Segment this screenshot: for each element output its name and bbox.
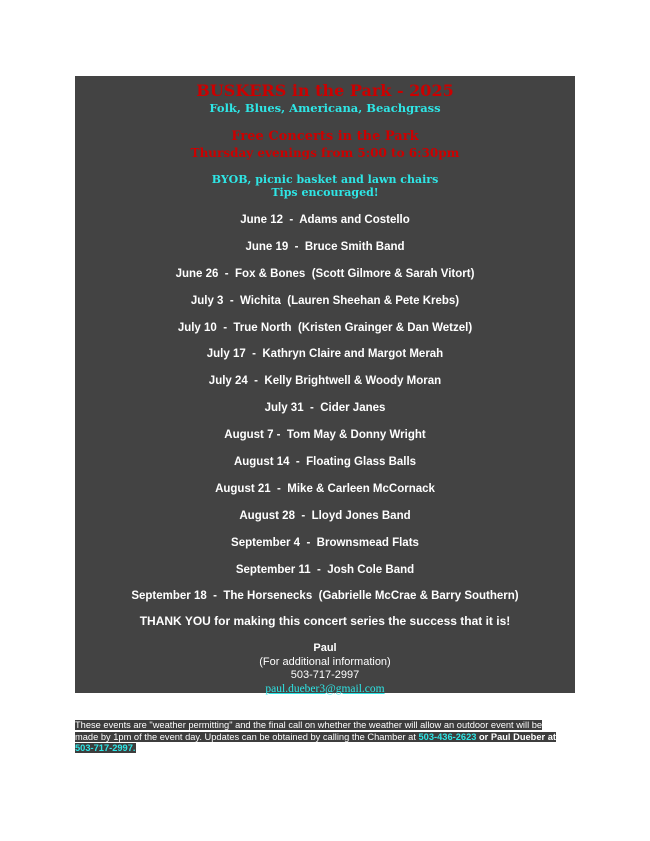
contact-block [75, 642, 575, 696]
free-concerts-heading: Free Concerts in the Park [231, 129, 419, 144]
concert-item: July 17 - Kathryn Claire and Margot Merah [206, 348, 444, 361]
concert-flyer [75, 76, 575, 693]
flyer-subtitle: Folk, Blues, Americana, Beachgrass [209, 101, 441, 115]
chamber-phone: 503-436-2623 [418, 731, 477, 742]
concert-item: August 28 - Lloyd Jones Band [239, 509, 411, 522]
concert-item: August 21 - Mike & Carleen McCornack [215, 482, 435, 495]
concert-item: August 7 - Tom May & Donny Wright [224, 429, 426, 442]
byob-note: BYOB, picnic basket and lawn chairs [211, 173, 439, 186]
schedule-time: Thursday evenings from 5:00 to 6:30pm [190, 146, 460, 160]
concert-item: July 3 - Wichita (Lauren Sheehan & Pete Krebs) [190, 294, 460, 307]
thank-you-message: THANK YOU for making this concert series the success that it is! [139, 614, 511, 628]
contact-phone: 503-717-2997 [290, 669, 360, 681]
concert-item: June 12 - Adams and Costello [240, 214, 410, 226]
tips-note: Tips encouraged! [271, 186, 379, 199]
contact-name: Paul [313, 642, 337, 654]
concert-item: August 14 - Floating Glass Balls [233, 456, 417, 469]
concert-item: September 11 - Josh Cole Band [235, 563, 415, 576]
concert-item: July 31 - Cider Janes [264, 402, 386, 415]
weather-notice [75, 720, 565, 755]
concert-item: September 4 - Brownsmead Flats [231, 536, 419, 549]
concert-list [75, 212, 575, 615]
paul-phone: 503-717-2997 [75, 743, 133, 754]
contact-email-link[interactable]: paul.dueber3@gmail.com [265, 682, 385, 695]
concert-item: July 24 - Kelly Brightwell & Woody Moran [208, 375, 442, 388]
contact-info-label: (For additional information) [259, 655, 391, 668]
notice-text: or Paul Dueber at [476, 731, 556, 742]
flyer-title: BUSKERS in the Park - 2025 [196, 81, 454, 100]
concert-item: June 26 - Fox & Bones (Scott Gilmore & Sarah Vitort) [175, 267, 475, 280]
concert-item: September 18 - The Horsenecks (Gabrielle McCrae & Barry Southern) [131, 590, 519, 603]
concert-item: June 19 - Bruce Smith Band [245, 240, 405, 253]
notice-text: These events are "weather permitting" and the final call on whether the weather will allow an outdoor event will be made by 1pm of the event day. Updates can be obtained by calling the Chamber at [75, 720, 543, 742]
notice-period: . [132, 743, 136, 754]
concert-item: July 10 - True North (Kristen Grainger & Dan Wetzel) [177, 321, 473, 334]
